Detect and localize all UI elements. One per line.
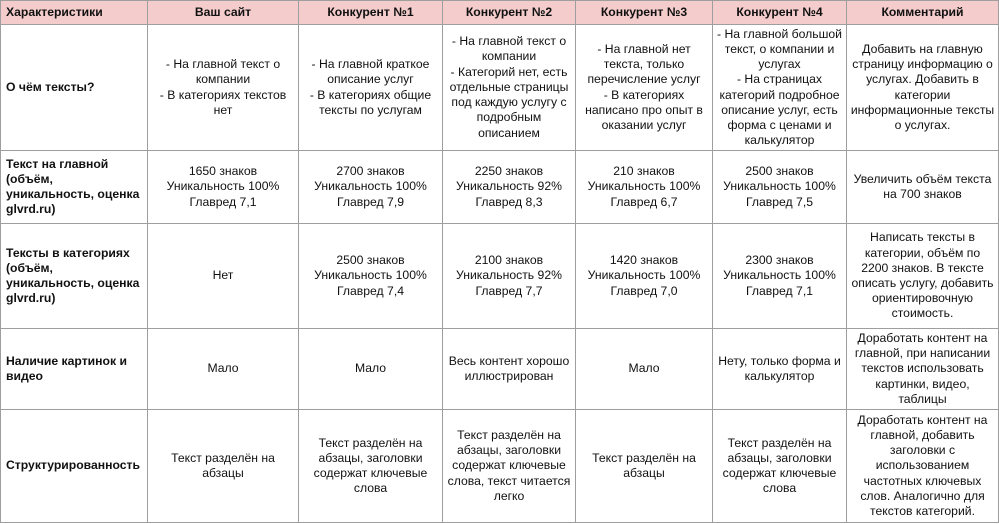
cell-text: Мало [628, 361, 660, 376]
cell-your-site [148, 25, 299, 151]
cell-your-site [148, 224, 299, 329]
cell-text: 2250 знаков [474, 164, 544, 179]
cell-your-site [148, 151, 299, 224]
cell-competitor-1 [299, 151, 443, 224]
cell-text: Доработать контент на главной, добавить заголовки с использованием частотных ключевых слов. Аналогично для текстов категорий. [857, 412, 988, 518]
cell-competitor-1 [299, 224, 443, 329]
row-label [1, 329, 148, 410]
cell-competitor-4 [713, 151, 847, 224]
cell-text: Доработать контент на главной, при написании текстов использовать картинки, видео, таблицы [854, 330, 991, 406]
cell-text: Добавить на главную страницу информацию о услугах. Добавить в категории информационные тексты о услугах. [850, 41, 995, 132]
cell-text: Написать тексты в категории, объём по 2200 знаков. В тексте описать услугу, добавить ориентировочную стоимость. [851, 230, 994, 321]
row-label-text: Тексты в категориях (объём, уникальность, оценка glvrd.ru) [6, 245, 140, 306]
cell-text: Главред 7,4 [336, 283, 404, 298]
cell-text: Уникальность 100% [314, 179, 427, 194]
cell-competitor-3 [576, 25, 713, 151]
cell-competitor-2 [443, 151, 576, 224]
cell-competitor-4 [713, 224, 847, 329]
header-competitor-3: Конкурент №3 [576, 1, 713, 25]
row-label-text: О чём тексты? [6, 79, 95, 94]
table-row [1, 410, 999, 523]
header-competitor-4: Конкурент №4 [713, 1, 847, 25]
cell-competitor-1 [299, 25, 443, 151]
table-row [1, 329, 999, 410]
cell-text: - На главной нет текста, только перечисление услуг [587, 41, 701, 87]
cell-text: Уникальность 100% [723, 268, 836, 283]
cell-competitor-4 [713, 410, 847, 523]
cell-your-site [148, 329, 299, 410]
cell-text: - На главной краткое описание услуг [311, 57, 430, 87]
header-characteristics: Характеристики [1, 1, 148, 25]
cell-comment [847, 151, 999, 224]
cell-text: Главред 7,1 [745, 283, 813, 298]
cell-competitor-4 [713, 25, 847, 151]
row-label [1, 25, 148, 151]
header-competitor-2: Конкурент №2 [443, 1, 576, 25]
cell-text: Уникальность 92% [456, 179, 562, 194]
row-label [1, 224, 148, 329]
cell-text: Уникальность 92% [456, 268, 562, 283]
row-label-text: Текст на главной (объём, уникальность, оценка glvrd.ru) [6, 156, 140, 217]
header-your-site: Ваш сайт [148, 1, 299, 25]
cell-competitor-1 [299, 329, 443, 410]
cell-text: 1420 знаков [609, 253, 679, 268]
cell-text: Текст разделён на абзацы, заголовки содержат ключевые слова [313, 435, 428, 496]
cell-text: 2300 знаков [745, 253, 814, 268]
cell-text: Главред 6,7 [610, 194, 678, 209]
cell-competitor-4 [713, 329, 847, 410]
row-label-text: Структурированность [6, 458, 141, 473]
cell-text: Мало [207, 361, 239, 376]
cell-text: - В категориях общие тексты по услугам [309, 87, 432, 117]
cell-competitor-2 [443, 25, 576, 151]
cell-text: Нет [212, 268, 234, 283]
cell-competitor-3 [576, 224, 713, 329]
cell-text: - В категориях написано про опыт в оказании услуг [585, 87, 703, 132]
cell-text: Главред 7,7 [475, 283, 543, 298]
cell-text: Уникальность 100% [587, 179, 701, 194]
cell-competitor-2 [443, 329, 576, 410]
cell-text: 2500 знаков [336, 253, 405, 268]
cell-text: 1650 знаков [188, 164, 258, 179]
header-row [1, 1, 999, 25]
cell-text: Текст разделён на абзацы, заголовки содержат ключевые слова [722, 435, 837, 496]
header-comment: Комментарий [847, 1, 999, 25]
cell-text: Уникальность 100% [166, 179, 280, 194]
cell-text: - На главной текст о компании [165, 57, 281, 87]
cell-text: - На главной текст о компании [451, 34, 567, 64]
cell-text: Главред 7,5 [745, 194, 813, 209]
cell-text: Текст разделён на абзацы [592, 450, 696, 480]
cell-competitor-3 [576, 151, 713, 224]
cell-text: Главред 7,1 [189, 194, 257, 209]
cell-text: - На страницах категорий подробное описание услуг, есть форма с ценами и калькулятор [719, 72, 840, 148]
cell-text: Главред 7,9 [336, 194, 404, 209]
cell-text: Уникальность 100% [314, 268, 427, 283]
cell-text: 2500 знаков [745, 164, 814, 179]
cell-competitor-2 [443, 410, 576, 523]
row-label [1, 151, 148, 224]
cell-text: Увеличить объём текста на 700 знаков [853, 171, 992, 201]
cell-text: - Категорий нет, есть отдельные страницы под каждую услугу с подробным описанием [449, 64, 569, 140]
row-label-text: Наличие картинок и видео [6, 353, 127, 383]
header-competitor-1: Конкурент №1 [299, 1, 443, 25]
cell-text: - На главной большой текст, о компании и услугах [717, 26, 842, 72]
table-row [1, 224, 999, 329]
cell-comment [847, 329, 999, 410]
row-label [1, 410, 148, 523]
cell-text: Главред 8,3 [475, 194, 543, 209]
cell-text: - В категориях текстов нет [159, 87, 287, 117]
cell-competitor-3 [576, 410, 713, 523]
cell-competitor-1 [299, 410, 443, 523]
cell-comment [847, 25, 999, 151]
cell-text: Текст разделён на абзацы [171, 450, 275, 480]
cell-comment [847, 224, 999, 329]
cell-your-site [148, 410, 299, 523]
cell-text: Текст разделён на абзацы, заголовки содержат ключевые слова, текст читается легко [447, 427, 571, 503]
cell-text: 2700 знаков [336, 164, 405, 179]
cell-text: Уникальность 100% [723, 179, 836, 194]
cell-text: Уникальность 100% [587, 268, 701, 283]
table-row [1, 25, 999, 151]
cell-text: 2100 знаков [474, 253, 544, 268]
cell-text: Весь контент хорошо иллюстрирован [448, 353, 570, 383]
cell-text: Главред 7,0 [610, 283, 678, 298]
table-row [1, 151, 999, 224]
cell-text: Мало [354, 361, 387, 376]
cell-competitor-2 [443, 224, 576, 329]
cell-text: 210 знаков [613, 164, 675, 179]
cell-text: Нету, только форма и калькулятор [718, 353, 841, 383]
cell-comment [847, 410, 999, 523]
cell-competitor-3 [576, 329, 713, 410]
